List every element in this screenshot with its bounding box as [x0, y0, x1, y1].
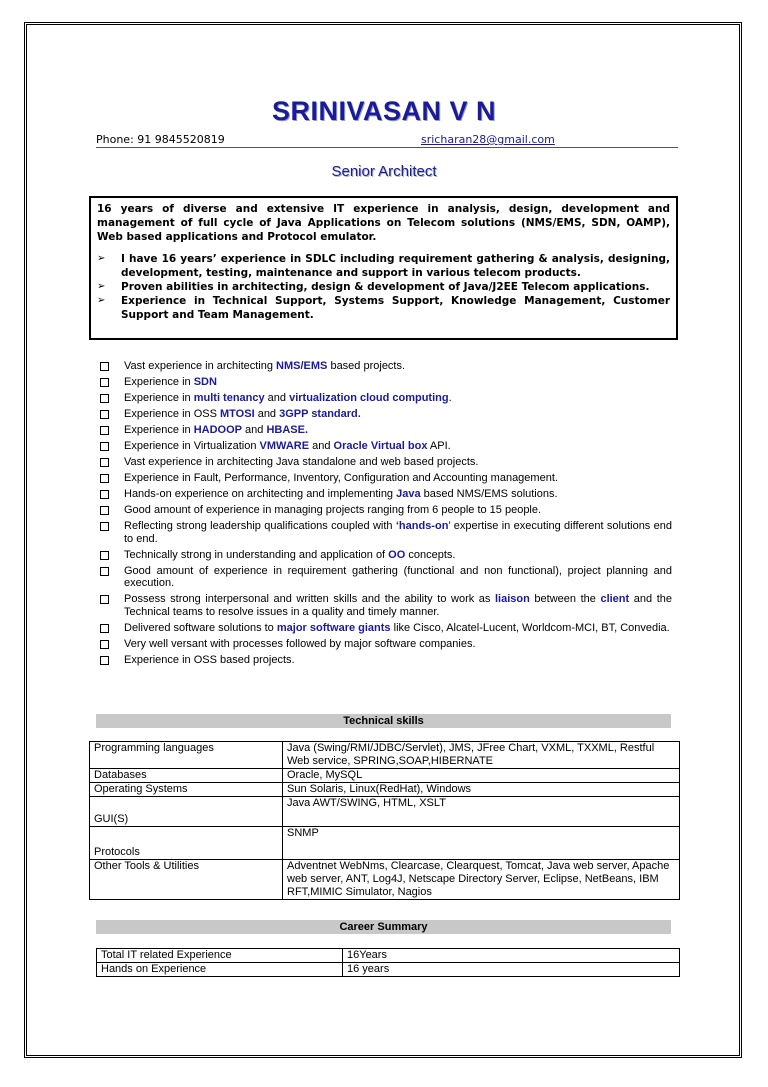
highlight-term: SDN: [193, 375, 217, 388]
skill-value: Java AWT/SWING, HTML, XSLT: [283, 797, 680, 827]
summary-point-text: Experience in Technical Support, Systems Support, Knowledge Management, Customer Support and Team Management.: [121, 295, 670, 321]
highlight-text: between the: [529, 593, 601, 606]
highlight-text: Very well versant with processes followed by major software companies.: [124, 638, 476, 651]
list-item: [100, 520, 672, 546]
career-value: 16Years: [343, 949, 680, 963]
technical-skills-heading: Technical skills: [96, 714, 671, 728]
career-summary-heading: Career Summary: [96, 920, 671, 934]
highlight-text: based NMS/EMS solutions.: [420, 487, 558, 500]
summary-point: [97, 280, 670, 294]
highlight-text: Vast experience in architecting Java standalone and web based projects.: [124, 455, 479, 468]
checkbox-bullet-icon: [100, 551, 109, 560]
checkbox-bullet-icon: [100, 442, 109, 451]
highlight-text: and: [242, 423, 267, 436]
highlight-text: Experience in Fault, Performance, Inventory, Configuration and Accounting management.: [124, 471, 558, 484]
summary-point: [97, 294, 670, 322]
table-row: [97, 949, 680, 963]
list-item: [100, 565, 672, 591]
skill-value: Java (Swing/RMI/JDBC/Servlet), JMS, JFree Chart, VXML, TXXML, Restful Web service, SPRING,SOAP,HIBERNATE: [283, 742, 680, 769]
technical-skills-table: [89, 741, 680, 900]
table-row: [90, 742, 680, 769]
list-item: [100, 408, 672, 421]
highlight-text: and: [254, 407, 280, 420]
table-row: [90, 797, 680, 827]
list-item: [100, 622, 672, 635]
email-link[interactable]: sricharan28@gmail.com: [421, 133, 555, 146]
highlight-term: 3GPP standard.: [279, 407, 361, 420]
highlight-text: Good amount of experience in requirement gathering (functional and non functional), project planning and execution.: [124, 564, 672, 590]
highlight-text: and: [264, 391, 290, 404]
summary-point-text: Proven abilities in architecting, design & development of Java/J2EE Telecom applications.: [121, 281, 650, 293]
highlight-term: NMS/EMS: [276, 360, 328, 372]
checkbox-bullet-icon: [100, 474, 109, 483]
highlight-text: Technically strong in understanding and application of: [124, 548, 389, 561]
list-item: [100, 392, 672, 405]
highlight-text: like Cisco, Alcatel-Lucent, Worldcom-MCI, BT, Convedia.: [390, 622, 670, 635]
highlight-text: Delivered software solutions to: [124, 622, 277, 635]
highlight-text: Reflecting strong leadership qualifications coupled with: [124, 519, 396, 532]
phone-number: Phone: 91 9845520819: [96, 133, 225, 146]
list-item: [100, 638, 672, 651]
skill-value: Oracle, MySQL: [283, 769, 680, 783]
table-row: [90, 860, 680, 900]
checkbox-bullet-icon: [100, 394, 109, 403]
highlight-term: virtualization cloud computing: [289, 391, 449, 404]
career-label: Total IT related Experience: [97, 949, 343, 963]
highlight-text: Vast experience in architecting: [124, 360, 277, 372]
checkbox-bullet-icon: [100, 426, 109, 435]
highlight-text: and: [309, 439, 334, 452]
summary-intro: 16 years of diverse and extensive IT experience in analysis, design, development and management of full cycle of Java Applications on Telecom solutions (NMS/EMS, SDN, OAMP), Web based applications and Protocol emulator.: [97, 203, 670, 243]
arrow-bullet-icon: ➢: [97, 253, 106, 264]
checkbox-bullet-icon: [100, 362, 109, 371]
summary-point: [97, 252, 670, 280]
checkbox-bullet-icon: [100, 506, 109, 515]
table-row: [90, 827, 680, 860]
highlight-text: .: [448, 391, 452, 404]
checkbox-bullet-icon: [100, 567, 109, 576]
skill-value: Adventnet WebNms, Clearcase, Clearquest, Tomcat, Java web server, Apache web server, ANT, Log4J, Netscape Directory Server, Eclipse, NetBeans, IBM RFT,MIMIC Simulator, Nagios: [283, 860, 680, 900]
highlight-text: Experience in OSS: [124, 407, 220, 420]
highlight-text: and the Technical teams to resolve issues in a quality and timely manner.: [124, 593, 672, 619]
checkbox-bullet-icon: [100, 410, 109, 419]
checkbox-bullet-icon: [100, 624, 109, 633]
highlight-text: Possess strong interpersonal and written skills and the ability to work as: [124, 593, 495, 606]
list-item: [100, 488, 672, 501]
highlight-text: Experience in: [124, 375, 194, 388]
checkbox-bullet-icon: [100, 595, 109, 604]
list-item: [100, 360, 672, 373]
skill-label: Operating Systems: [90, 783, 283, 797]
summary-point-text: I have 16 years’ experience in SDLC including requirement gathering & analysis, designing, development, testing, maintenance and support in various telecom products.: [121, 253, 670, 279]
list-item: [100, 593, 672, 619]
list-item: [100, 654, 672, 667]
highlight-term: client: [600, 593, 630, 606]
skill-label: GUI(S): [90, 797, 283, 827]
highlight-text: Experience in OSS based projects.: [124, 654, 295, 667]
checkbox-bullet-icon: [100, 640, 109, 649]
highlight-term: OO: [388, 548, 406, 561]
highlight-text: concepts.: [405, 548, 456, 561]
highlight-term: multi tenancy: [193, 391, 265, 404]
skill-label: Programming languages: [90, 742, 283, 769]
highlight-term: Java: [396, 487, 421, 500]
career-label: Hands on Experience: [97, 963, 343, 977]
highlight-term: Oracle Virtual box: [333, 439, 428, 452]
list-item: [100, 504, 672, 517]
summary-box: [89, 196, 678, 340]
table-row: [90, 783, 680, 797]
list-item: [100, 456, 672, 469]
table-row: [90, 769, 680, 783]
arrow-bullet-icon: ➢: [97, 295, 106, 306]
highlight-text: API.: [427, 439, 451, 452]
career-value: 16 years: [343, 963, 680, 977]
list-item: [100, 472, 672, 485]
highlight-term: ‘hands-on: [395, 519, 449, 532]
skill-label: Databases: [90, 769, 283, 783]
summary-points: [97, 252, 670, 322]
highlight-term: VMWARE: [259, 439, 310, 452]
skill-value: SNMP: [283, 827, 680, 860]
list-item: [100, 440, 672, 453]
list-item: [100, 376, 672, 389]
checkbox-bullet-icon: [100, 522, 109, 531]
highlight-term: major software giants: [276, 622, 391, 635]
highlight-term: HADOOP: [193, 423, 242, 436]
highlight-text: based projects.: [327, 360, 406, 372]
table-row: [97, 963, 680, 977]
highlight-text: ’ expertise in executing different solutions end to end.: [124, 519, 672, 545]
job-title: Senior Architect: [331, 163, 437, 180]
highlight-term: MTOSI: [220, 407, 255, 420]
highlight-text: Good amount of experience in managing projects ranging from 6 people to 15 people.: [124, 503, 542, 516]
highlights-list: [100, 360, 672, 670]
highlight-text: Experience in Virtualization: [124, 439, 260, 452]
skill-label: Protocols: [90, 827, 283, 860]
candidate-name: SRINIVASAN V N: [271, 96, 497, 126]
checkbox-bullet-icon: [100, 490, 109, 499]
list-item: [100, 549, 672, 562]
checkbox-bullet-icon: [100, 378, 109, 387]
arrow-bullet-icon: ➢: [97, 281, 106, 292]
checkbox-bullet-icon: [100, 656, 109, 665]
contact-line: [96, 133, 678, 148]
highlight-text: Experience in: [124, 391, 194, 404]
career-summary-table: [96, 948, 680, 977]
highlight-text: Experience in: [124, 423, 194, 436]
highlight-term: HBASE.: [266, 423, 309, 436]
checkbox-bullet-icon: [100, 458, 109, 467]
highlight-text: Hands-on experience on architecting and implementing: [124, 487, 397, 500]
skill-label: Other Tools & Utilities: [90, 860, 283, 900]
list-item: [100, 424, 672, 437]
highlight-term: liaison: [495, 593, 530, 606]
skill-value: Sun Solaris, Linux(RedHat), Windows: [283, 783, 680, 797]
